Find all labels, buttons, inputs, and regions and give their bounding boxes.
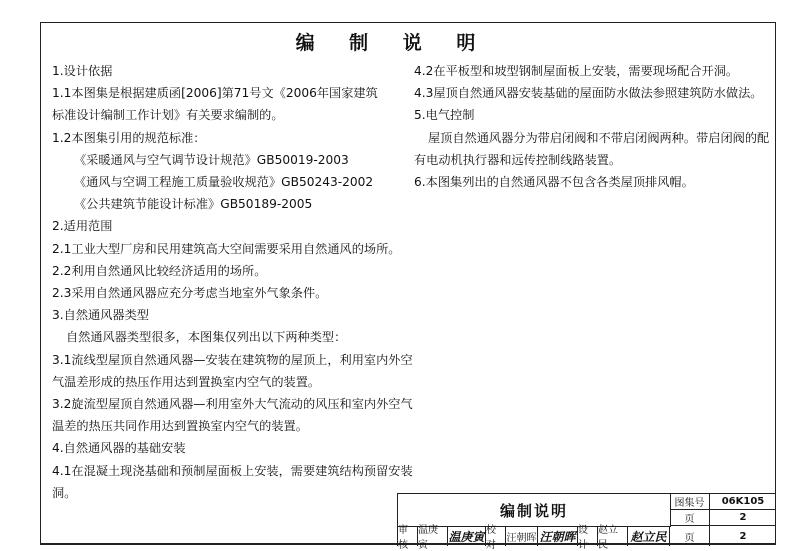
paragraph-line: 1.2本图集引用的规范标准：: [52, 130, 206, 145]
paragraph-line: 3.1流线型屋顶自然通风器—安装在建筑物的屋顶上，利用室内外空: [52, 352, 413, 367]
title-block: [397, 493, 776, 551]
paragraph-line: 自然通风器类型很多，本图集仅列出以下两种类型：: [66, 330, 347, 345]
right-column: [414, 60, 774, 193]
paragraph-line: 4.2在平板型和坡型钢制屋面板上安装，需要现场配合开洞。: [414, 64, 739, 78]
atlas-number-label: 图集号: [670, 494, 710, 510]
design-name: 赵立民: [598, 526, 628, 546]
paragraph-line: 6.本图集列出的自然通风器不包含各类屋顶排风帽。: [414, 175, 694, 190]
paragraph-line: 屋顶自然通风器分为带启闭阀和不带启闭阀两种。带启闭阀的配: [428, 130, 770, 145]
check-label: 校对: [486, 526, 506, 546]
paragraph-line: 4.3屋顶自然通风器安装基础的屋面防水做法参照建筑防水做法。: [414, 86, 763, 101]
review-name: 温庚寅: [418, 526, 448, 546]
page-title: 编 制 说 明: [295, 32, 490, 54]
design-signature: 赵立民: [628, 526, 670, 546]
paragraph-line: 2.2利用自然通风比较经济适用的场所。: [52, 263, 267, 278]
section-heading: 4.自然通风器的基础安装: [52, 441, 186, 456]
page-label: 页: [670, 510, 710, 526]
paragraph-line: 4.1在混凝土现浇基础和预制屋面板上安装，需要建筑结构预留安装: [52, 463, 413, 478]
paragraph-line: 1.1本图集是根据建质函[2006]第71号文《2006年国家建筑: [52, 86, 378, 101]
review-signature: 温庚寅: [448, 526, 486, 546]
paragraph-line: 洞。: [52, 485, 77, 500]
paragraph-line: 温差的热压共同作用达到置换室内空气的装置。: [52, 419, 308, 434]
page-number: 2: [710, 510, 776, 526]
section-heading: 3.自然通风器类型: [52, 308, 149, 323]
paragraph-line: 2.1工业大型厂房和民用建筑高大空间需要采用自然通风的场所。: [52, 241, 401, 256]
drawing-title: 编制说明: [398, 494, 671, 527]
paragraph-line: 标准设计编制工作计划》有关要求编制的。: [52, 108, 284, 123]
page-number-bottom: 2: [739, 530, 747, 542]
left-column: [52, 60, 413, 504]
section-heading: 5.电气控制: [414, 108, 475, 123]
atlas-number: 06K105: [710, 494, 776, 510]
standard-reference: 《采暖通风与空气调节设计规范》GB50019-2003: [74, 152, 349, 167]
design-label: 设计: [578, 526, 598, 546]
review-label: 审核: [398, 526, 418, 546]
section-heading: 1.设计依据: [52, 64, 113, 78]
standard-reference: 《公共建筑节能设计标准》GB50189-2005: [74, 197, 313, 212]
check-signature: 汪朝晖: [538, 526, 578, 546]
page-label-bottom: 页: [670, 526, 710, 546]
check-name: 汪朝晖: [506, 526, 538, 546]
paragraph-line: 2.3采用自然通风器应充分考虑当地室外气象条件。: [52, 286, 328, 301]
standard-reference: 《通风与空调工程施工质量验收规范》GB50243-2002: [74, 175, 374, 190]
paragraph-line: 气温差形成的热压作用达到置换室内空气的装置。: [52, 374, 321, 389]
paragraph-line: 有电动机执行器和远传控制线路装置。: [414, 152, 622, 167]
section-heading: 2.适用范围: [52, 219, 113, 234]
paragraph-line: 3.2旋流型屋顶自然通风器—利用室外大气流动的风压和室内外空气: [52, 397, 413, 412]
